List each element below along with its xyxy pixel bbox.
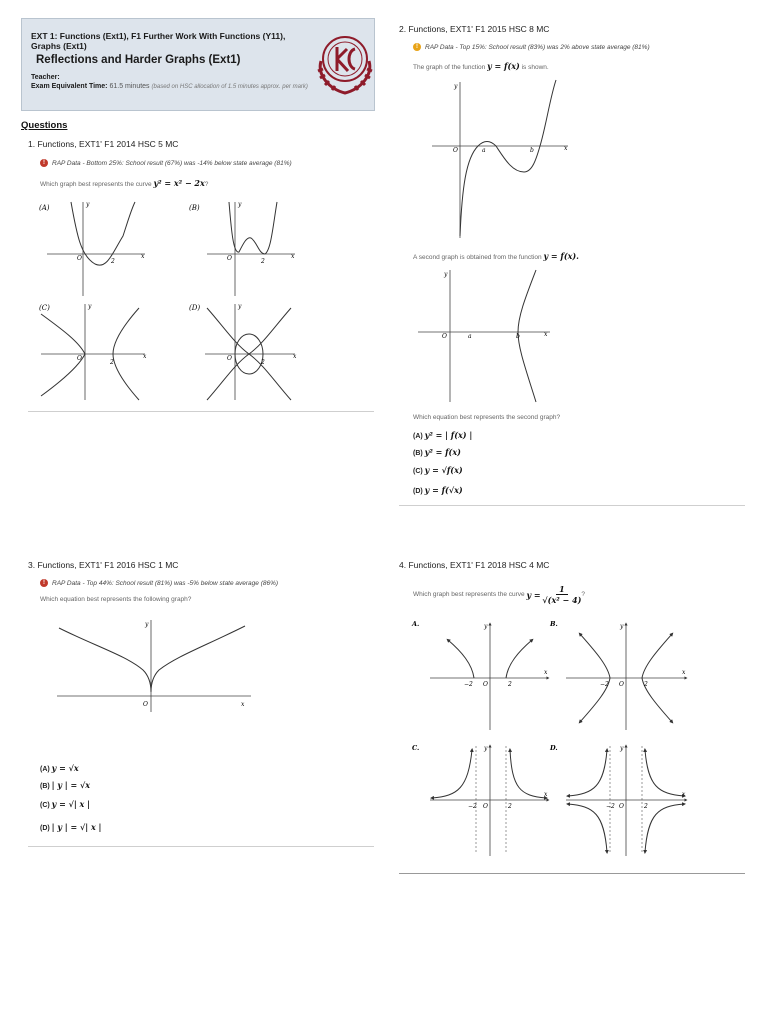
q2-graph1-a: a	[482, 147, 486, 154]
q3-option-c: (C) y = √| x |	[40, 799, 91, 809]
q1-graph-d-origin: O	[227, 355, 232, 362]
q4-title: 4. Functions, EXT1' F1 2018 HSC 4 MC	[399, 560, 550, 570]
q4-graph-d-y: y	[620, 745, 624, 752]
exam-time-label: Exam Equivalent Time:	[31, 83, 108, 90]
divider	[28, 411, 374, 412]
q2-rap	[413, 43, 650, 51]
alert-icon: !	[40, 159, 48, 167]
q4-graph-b-pos: 2	[644, 681, 648, 688]
q4-graph-b-y: y	[620, 623, 624, 630]
q3-graph-y: y	[145, 621, 149, 628]
q2-graph2-x: x	[544, 331, 548, 338]
q4-graph-b-neg: −2	[600, 681, 609, 688]
q2-graph2-origin: O	[442, 333, 447, 340]
q3-option-d: (D) | y | = √| x |	[40, 822, 102, 832]
exam-time-note: (based on HSC allocation of 1.5 minutes approx. per mark)	[151, 84, 308, 90]
q4-graph-b-origin: O	[619, 681, 624, 688]
exam-time-value: 61.5 minutes	[109, 83, 150, 90]
q1-rap	[40, 159, 292, 167]
q2-rap-text: RAP Data - Top 15%: School result (83%) was 2% above state average (81%)	[425, 43, 650, 51]
q4-prompt: Which graph best represents the curve	[413, 591, 525, 598]
q1-graph-b	[189, 201, 295, 296]
q4-graph-a-x: x	[544, 669, 548, 676]
q1-graph-a-x: x	[141, 253, 145, 260]
divider	[399, 505, 745, 506]
q4-graph-b	[549, 620, 686, 730]
q4-prompt-line	[413, 584, 585, 605]
q2-graph2-y: y	[444, 271, 448, 278]
q3-option-a: (A) y = √x	[40, 763, 79, 773]
q1-graph-a-mark: 2	[111, 258, 115, 265]
q2-graph1	[428, 78, 578, 240]
q4-eq-num: 1	[556, 584, 568, 595]
q4-graphs	[410, 618, 700, 858]
q2-graph1-origin: O	[453, 147, 458, 154]
q1-graph-d-x: x	[293, 353, 297, 360]
q1-graph-c-origin: O	[77, 355, 82, 362]
q2-graph1-x: x	[564, 145, 568, 152]
q4-graph-d-origin: O	[619, 803, 624, 810]
q1-graph-b-mark: 2	[261, 258, 265, 265]
q4-graph-c-y: y	[484, 745, 488, 752]
q4-graph-c-pos: 2	[508, 803, 512, 810]
q1-graph-b-label: (B)	[189, 204, 200, 212]
q1-rap-text: RAP Data - Bottom 25%: School result (67%) was -14% below state average (81%)	[52, 159, 292, 167]
page-title: Reflections and Harder Graphs (Ext1)	[36, 54, 241, 66]
alert-icon: !	[40, 579, 48, 587]
q1-graph-c-label: (C)	[39, 304, 50, 312]
q1-graph-d-mark: 2	[261, 359, 265, 366]
q1-graph-d	[189, 303, 297, 400]
q2-option-c: (C) y = √f(x)	[413, 465, 463, 475]
q2-option-a: (A) y² = | f(x) |	[413, 430, 473, 440]
q2-graph1-y: y	[454, 83, 458, 90]
q2-prompt1-line	[413, 61, 549, 71]
q1-graph-b-origin: O	[227, 255, 232, 262]
q1-graph-b-x: x	[291, 253, 295, 260]
divider	[399, 873, 745, 874]
q1-graph-c-y: y	[88, 303, 92, 310]
q4-graph-d-neg: −2	[606, 803, 615, 810]
q2-title: 2. Functions, EXT1' F1 2015 HSC 8 MC	[399, 24, 550, 34]
q1-graph-a-origin: O	[77, 255, 82, 262]
q4-graph-a-pos: 2	[508, 681, 512, 688]
q4-graph-b-label: B.	[550, 620, 558, 628]
q4-graph-a-y: y	[484, 623, 488, 630]
q2-option-b: (B) y² = f(x)	[413, 447, 461, 457]
q3-graph	[55, 616, 255, 716]
q2-prompt3: Which equation best represents the second graph?	[413, 414, 561, 421]
q4-graph-c-neg: −2	[468, 803, 477, 810]
teacher-label: Teacher:	[31, 74, 60, 81]
q4-eq-den: √(x² − 4)	[542, 595, 582, 605]
q2-graph1-b: b	[530, 147, 534, 154]
school-crest-icon	[315, 31, 375, 99]
q1-prompt: Which graph best represents the curve	[40, 181, 152, 188]
q4-graph-a-origin: O	[483, 681, 488, 688]
q3-graph-x: x	[241, 701, 245, 708]
q4-graph-c-x: x	[544, 791, 548, 798]
q1-graph-c	[39, 303, 147, 400]
q4-graph-b-x: x	[682, 669, 686, 676]
q4-graph-d-pos: 2	[644, 803, 648, 810]
q2-graph2	[414, 266, 554, 404]
q2-graph2-b: b	[516, 333, 520, 340]
q3-rap	[40, 579, 278, 587]
q2-option-d: (D) y = f(√x)	[413, 485, 463, 495]
q1-equation: y² = x² − 2x	[153, 178, 205, 188]
q3-prompt: Which equation best represents the following graph?	[40, 596, 192, 603]
questions-heading: Questions	[21, 120, 68, 131]
q4-graph-a	[411, 620, 548, 730]
q4-graph-a-neg: −2	[464, 681, 473, 688]
q4-eq-lhs: y =	[526, 589, 541, 600]
q4-graph-c-origin: O	[483, 803, 488, 810]
divider	[28, 846, 374, 847]
q1-graph-a	[39, 201, 145, 296]
q1-graph-c-mark: 2	[110, 359, 114, 366]
q2-prompt2: A second graph is obtained from the function	[413, 254, 542, 261]
q1-graph-c-x: x	[143, 353, 147, 360]
q2-prompt2-line	[413, 251, 579, 261]
q1-prompt-line: Which graph best represents the curve y² = x² − 2x?	[40, 178, 209, 188]
q4-graph-c	[412, 744, 548, 856]
q1-graph-d-label: (D)	[189, 304, 201, 312]
q2-graph2-a: a	[468, 333, 472, 340]
q4-graph-c-label: C.	[412, 744, 420, 752]
q4-eq-end: ?	[581, 591, 585, 598]
header-box	[21, 18, 375, 111]
q1-graphs	[35, 196, 345, 406]
q1-graph-a-y: y	[86, 201, 90, 208]
q1-title: 1. Functions, EXT1' F1 2014 HSC 5 MC	[28, 139, 179, 149]
q4-fraction	[542, 584, 581, 605]
q3-rap-text: RAP Data - Top 44%: School result (81%) was -5% below state average (86%)	[52, 579, 279, 587]
q1-graph-d-y: y	[238, 303, 242, 310]
q2-prompt1: The graph of the function	[413, 64, 486, 71]
q2-eq1: y = f(x)	[487, 61, 520, 71]
q4-graph-d	[549, 744, 686, 856]
q2-eq2: y = f(x).	[543, 251, 579, 261]
q3-option-b: (B) | y | = √x	[40, 780, 91, 790]
exam-time	[31, 83, 311, 91]
q3-title: 3. Functions, EXT1' F1 2016 HSC 1 MC	[28, 560, 179, 570]
q4-graph-d-label: D.	[550, 744, 558, 752]
q4-graph-a-label: A.	[412, 620, 420, 628]
q2-prompt1-end: is shown.	[521, 64, 549, 71]
q1-graph-b-y: y	[238, 201, 242, 208]
course-title: EXT 1: Functions (Ext1), F1 Further Work With Functions (Y11), Graphs (Ext1)	[31, 31, 286, 51]
q1-graph-a-label: (A)	[39, 204, 50, 212]
q4-graph-d-x: x	[682, 791, 686, 798]
q3-graph-origin: O	[143, 701, 148, 708]
alert-icon: !	[413, 43, 421, 51]
